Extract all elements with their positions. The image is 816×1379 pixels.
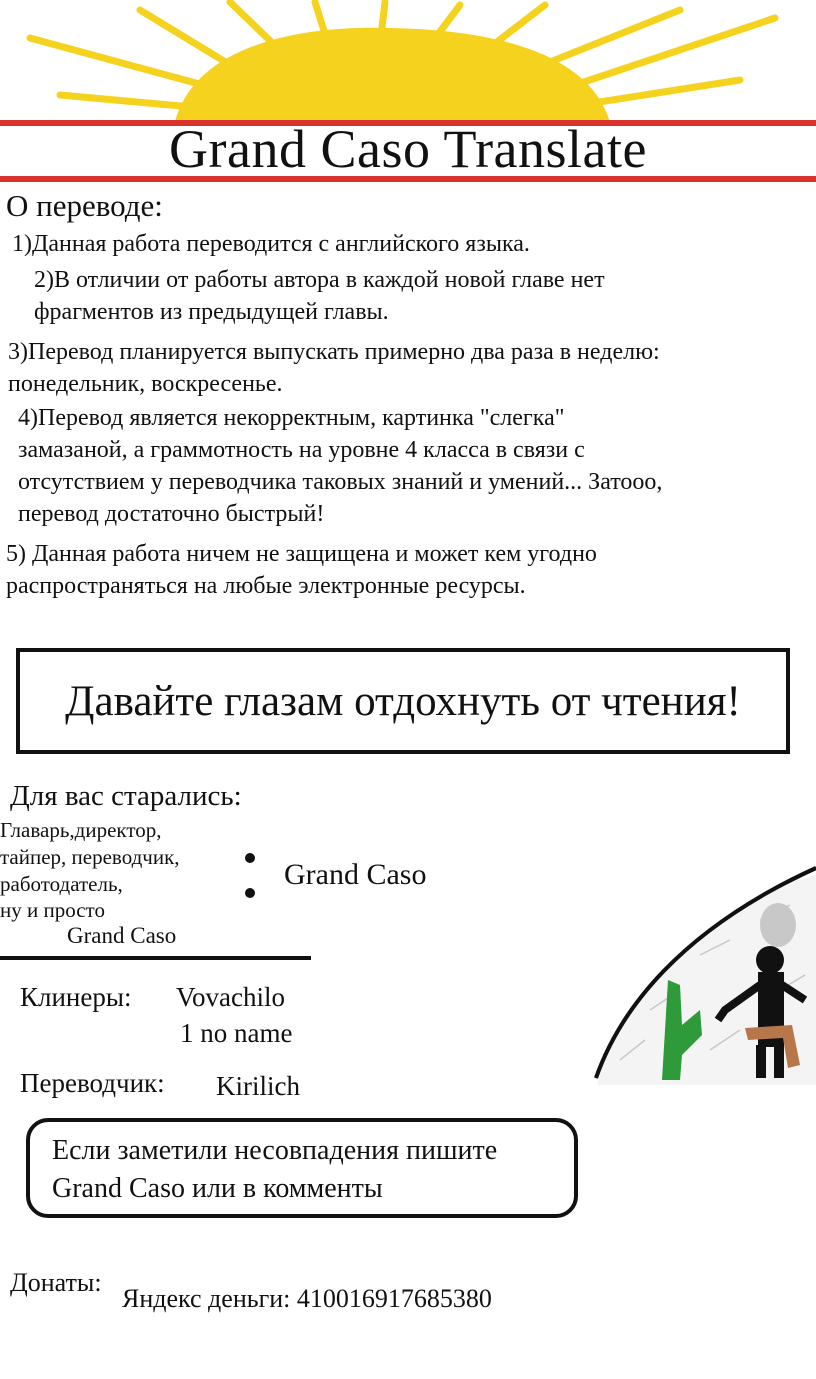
role-line-5: Grand Caso	[67, 923, 177, 948]
about-heading: О переводе:	[6, 188, 163, 223]
translator-name: Kirilich	[216, 1071, 300, 1101]
mismatch-note-box	[26, 1118, 578, 1218]
cleaners-label: Клинеры:	[20, 982, 132, 1012]
sun-illustration	[0, 0, 816, 130]
banner-text: Давайте глазам отдохнуть от чтения!	[65, 677, 741, 725]
about-item-3: 3)Перевод планируется выпускать примерно два раза в неделю: понедельник, воскресенье.	[8, 339, 660, 397]
role-line-3: работодатель,	[0, 872, 123, 896]
role-line-4: ну и просто	[0, 898, 105, 922]
leader-name: Grand Caso	[284, 858, 427, 891]
colon-dot-bottom	[245, 888, 255, 898]
about-item-2: 2)В отличии от работы автора в каждой новой главе нет фрагментов из предыдущей главы.	[34, 267, 605, 325]
donate-label: Донаты:	[10, 1268, 102, 1297]
note-line-1: Если заметили несовпадения пишите	[52, 1135, 498, 1166]
credits-heading: Для вас старались:	[10, 780, 242, 812]
rest-eyes-banner	[16, 648, 790, 754]
role-line-1: Главарь,директор,	[0, 818, 162, 842]
role-line-2: тайпер, переводчик,	[0, 845, 180, 869]
colon-dot-top	[245, 853, 255, 863]
note-line-2: Grand Caso или в комменты	[52, 1173, 383, 1204]
about-item-1: 1)Данная работа переводится с английского языка.	[12, 231, 530, 257]
cleaner-1: Vovachilo	[176, 982, 285, 1012]
doodle-illustration	[590, 860, 816, 1085]
about-item-5: 5) Данная работа ничем не защищена и может кем угодно распространяться на любые электронные ресурсы.	[6, 541, 597, 599]
credits-divider	[0, 956, 311, 960]
translator-label: Переводчик:	[20, 1068, 165, 1098]
yandex-money: Яндекс деньги: 410016917685380	[122, 1284, 492, 1313]
cleaner-2: 1 no name	[180, 1018, 293, 1048]
about-item-4: 4)Перевод является некорректным, картинка "слегка" замазаной, а граммотность на уровне 4 класса в связи с отсутствием у переводчика таковых знаний и умений... Затооо, перевод достаточно быстрый!	[18, 405, 663, 527]
page-title: Grand Caso Translate	[169, 119, 647, 179]
